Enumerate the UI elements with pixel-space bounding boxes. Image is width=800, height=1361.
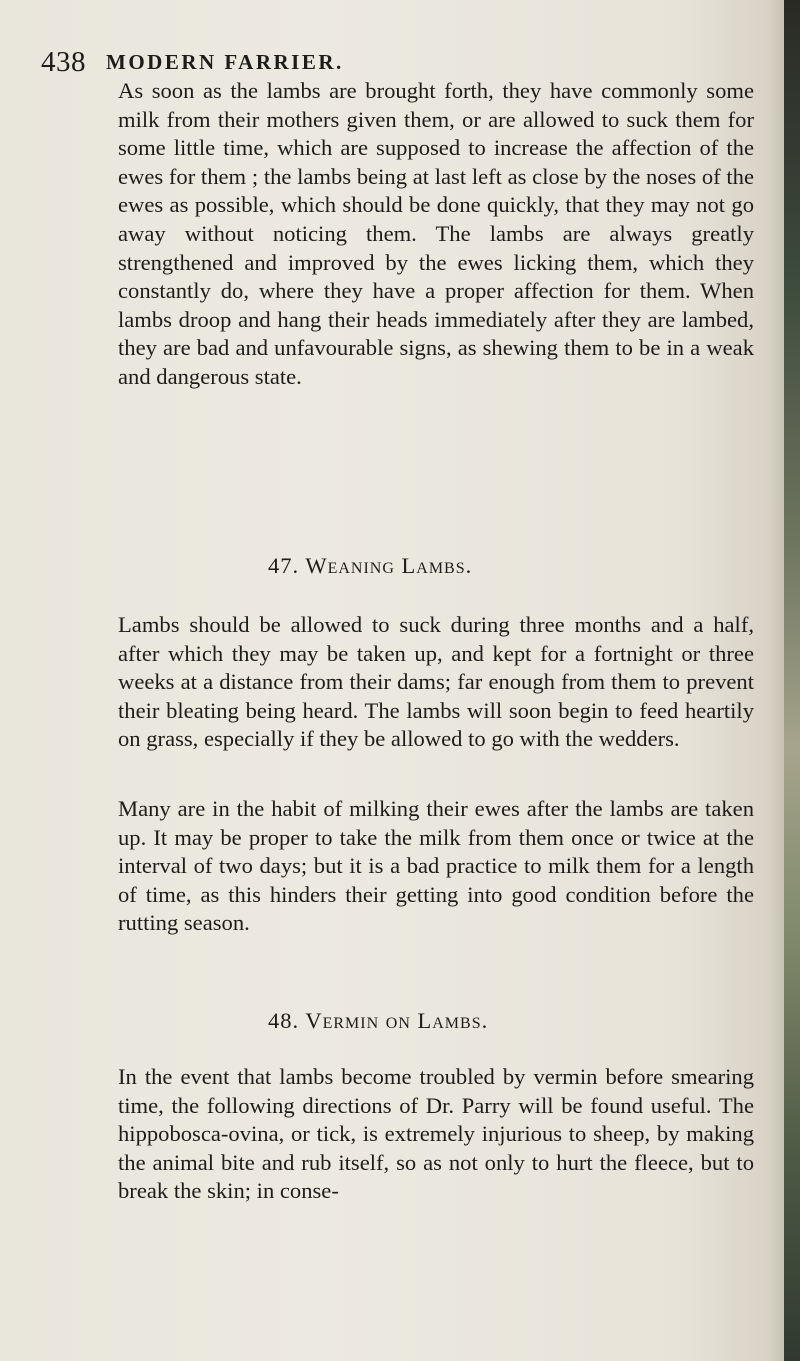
page-edge bbox=[784, 0, 800, 1361]
paragraph-lambs-brought-forth: As soon as the lambs are brought forth, they have commonly some milk from their mothers given them, or are allowed to suck them for some little time, which are supposed to increase the affection of the ewes for them ; the lambs being at last left as close by the noses of the ewes as possible, which should be done quickly, that they may not go away without noticing them. The lambs are always greatly strengthened and improved by the ewes licking them, which they constantly do, where they have a proper affection for them. When lambs droop and hang their heads immediately after they are lambed, they are bad and unfavourable signs, as shewing them to be in a weak and dangerous state. bbox=[118, 78, 754, 389]
paragraph-vermin: In the event that lambs become troubled by vermin before smearing time, the following directions of Dr. Parry will be found useful. The hippobosca-ovina, or tick, is extremely injurious to sheep, by making the animal bite and rub itself, so as not only to hurt the fleece, but to break the skin; in conse- bbox=[118, 1064, 754, 1204]
running-head: MODERN FARRIER. bbox=[106, 50, 344, 74]
section-heading-weaning-lambs: 47. Weaning Lambs. bbox=[268, 553, 473, 578]
paragraph-weaning-lambs: Lambs should be allowed to suck during three months and a half, after which they may be taken up, and kept for a fortnight or three weeks at a distance from their dams; far enough from them to prevent their bleating being heard. The lambs will soon begin to feed heartily on grass, especially if they be allowed to go with the wedders. bbox=[118, 612, 754, 752]
paragraph-milking-ewes: Many are in the habit of milking their ewes after the lambs are taken up. It may be proper to take the milk from them once or twice at the interval of two days; but it is a bad practice to milk them for a length of time, as this hinders their getting into good condition before the rutting season. bbox=[118, 796, 754, 936]
section-heading-vermin-on-lambs: 48. Vermin on Lambs. bbox=[268, 1008, 489, 1033]
page-number: 438 bbox=[41, 46, 86, 78]
